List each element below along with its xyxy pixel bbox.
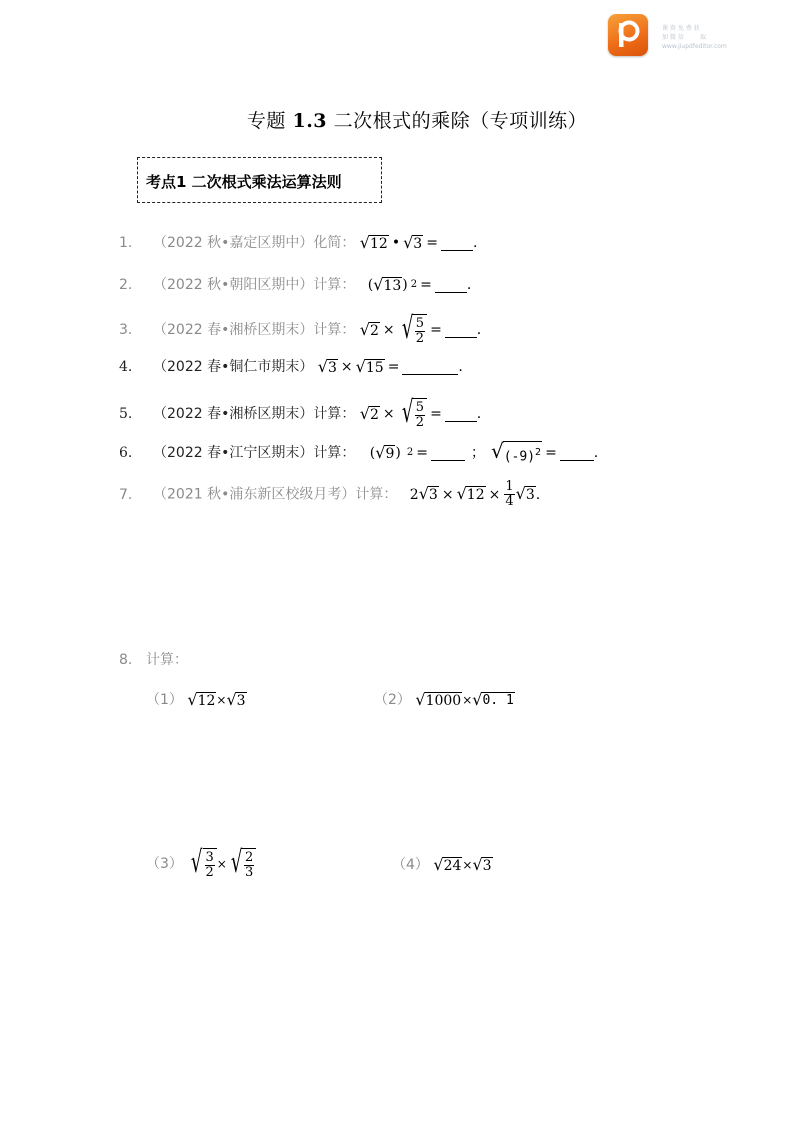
title-prefix: 专题 [246, 110, 286, 132]
q8-part-3 [146, 845, 256, 880]
question-source: （2022 春•铜仁市期末） [153, 359, 314, 375]
logo-p-icon [608, 14, 648, 56]
question-3 [119, 311, 482, 346]
question-5 [119, 395, 482, 430]
part-label: （4） [392, 857, 429, 873]
answer-blank[interactable] [445, 407, 477, 422]
q8-part-4 [392, 855, 493, 875]
logo-text-1: 课 资 免 费 获 [662, 25, 700, 32]
q8-part-1 [146, 690, 247, 710]
question-label: 计算： [146, 652, 188, 668]
question-source: （2022 秋•嘉定区期中）化简： [153, 235, 356, 251]
question-6 [119, 441, 598, 465]
question-expression: √ 2 × √ $\frac{5}{2}$ = . [359, 311, 482, 346]
page-title [0, 106, 794, 133]
logo-url: www.jiupdfeditor.com [662, 43, 727, 50]
question-source: （2022 春•江宁区期末）计算： [153, 445, 356, 462]
question-expression: √ 3 × √ 15 = . [317, 356, 463, 376]
question-source: （2021 秋•浦东新区校级月考）计算： [153, 486, 398, 503]
question-expression: ( √ 9 ) 2 = ； √ $(-9)^2$ = . [369, 439, 599, 465]
question-expression: ( √ 13 ) 2 = . [367, 274, 472, 294]
question-source: （2022 春•湘桥区期末）计算： [153, 322, 356, 338]
section-label: 考点1 二次根式乘法运算法则 [146, 173, 342, 191]
publisher-logo [608, 14, 648, 56]
question-expression: 2 √ 3 × √ 12 × $\frac{1}{4}$ √ 3 . [409, 479, 541, 509]
title-main: 二次根式的乘除（专项训练） [333, 110, 588, 132]
question-number: 2. [119, 277, 133, 293]
question-number: 5. [119, 406, 133, 422]
logo-text-2: 取 [700, 34, 707, 41]
part-label: （1） [146, 692, 183, 708]
answer-blank[interactable] [445, 323, 477, 338]
q8-part-2 [374, 690, 515, 710]
question-number: 4. [119, 359, 133, 375]
question-number: 7. [119, 486, 133, 503]
part-expression: √ 12 × √ 3 [187, 689, 246, 709]
part-label: （3） [146, 856, 183, 872]
question-1 [119, 233, 477, 253]
answer-blank[interactable] [441, 236, 473, 251]
part-expression: √ $\frac{3}{2}$ × √ $\frac{2}{3}$ [187, 848, 256, 880]
part-label: （2） [374, 692, 411, 708]
answer-blank[interactable] [435, 278, 467, 293]
answer-blank[interactable] [431, 446, 465, 461]
title-number: 1.3 [292, 110, 328, 132]
question-8 [119, 650, 188, 670]
question-2 [119, 275, 471, 295]
question-number: 1. [119, 235, 133, 251]
part-expression: √ 1000 × √ 0. 1 [415, 689, 514, 709]
question-number: 8. [119, 652, 133, 668]
question-expression: √ 2 × √ $\frac{5}{2}$ = . [359, 395, 482, 430]
logo-text-3: 加 微 信 [662, 34, 684, 41]
part-expression: √ 24 × √ 3 [433, 854, 492, 874]
question-number: 6. [119, 445, 133, 462]
answer-blank-2[interactable] [560, 446, 594, 461]
question-number: 3. [119, 322, 133, 338]
answer-blank[interactable] [402, 360, 458, 375]
question-7 [119, 480, 540, 509]
question-4 [119, 357, 463, 377]
question-source: （2022 秋•朝阳区期中）计算： [153, 277, 356, 293]
question-source: （2022 春•湘桥区期末）计算： [153, 406, 356, 422]
question-expression: √ 12 • √ 3 = . [359, 232, 478, 252]
